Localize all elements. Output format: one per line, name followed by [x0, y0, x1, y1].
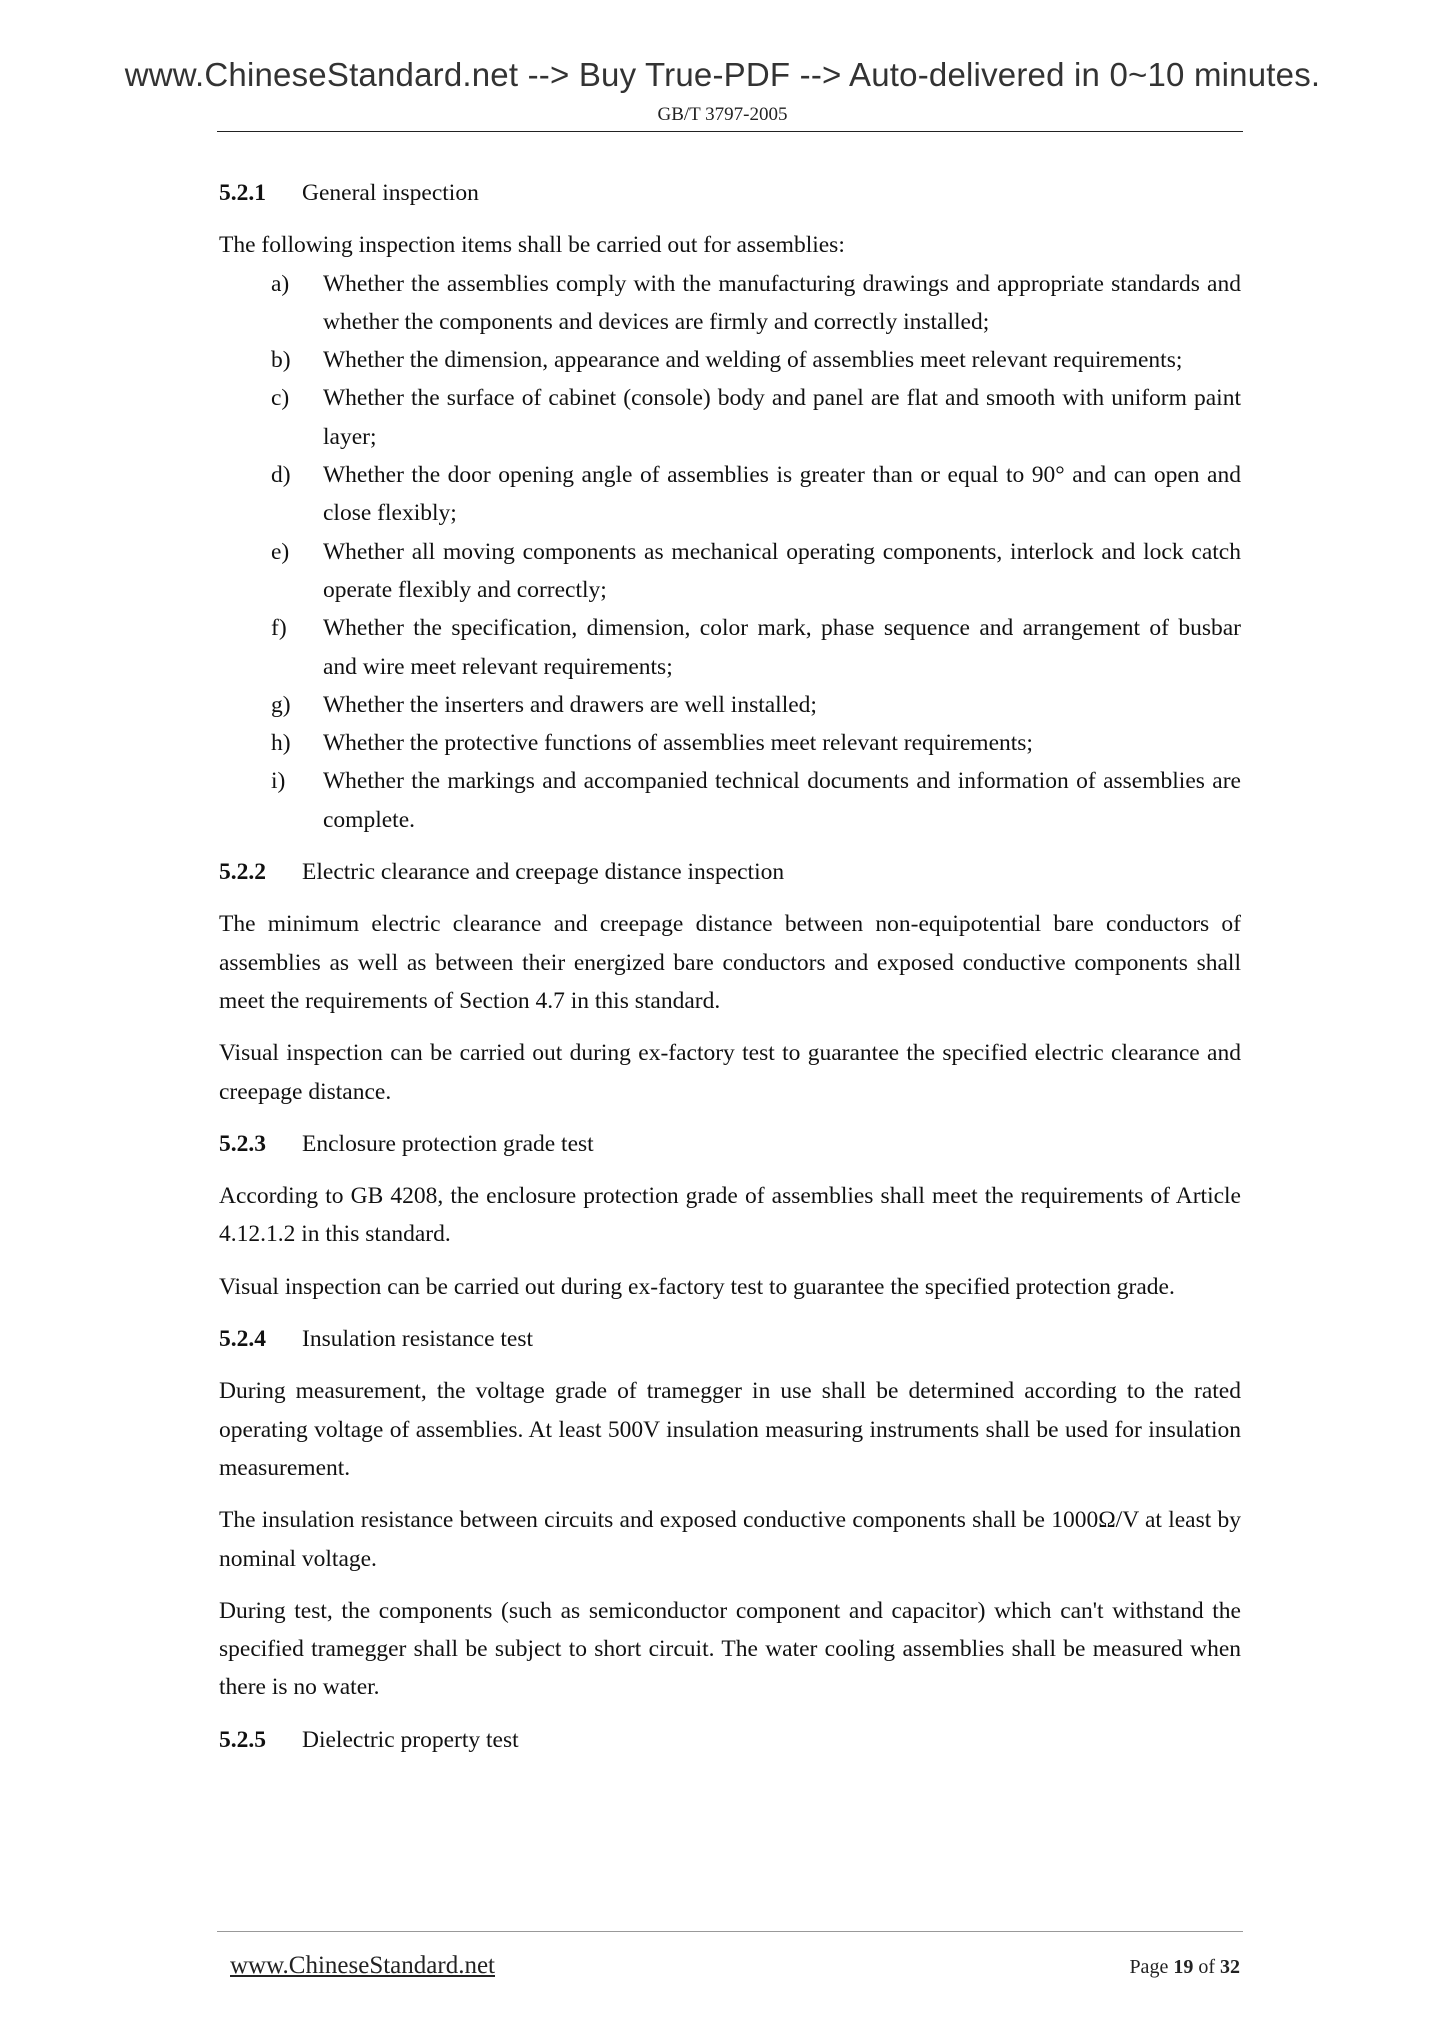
section-number: 5.2.3 [219, 1130, 266, 1157]
list-item [271, 265, 1241, 342]
section-number: 5.2.5 [219, 1726, 266, 1753]
total-pages: 32 [1220, 1956, 1240, 1978]
footer-divider [217, 1931, 1243, 1932]
list-marker: h) [271, 730, 291, 757]
list-marker: b) [271, 347, 291, 374]
list-item-text: Whether the inserters and drawers are well installed; [323, 691, 817, 718]
section-heading-5-2-4 [219, 1320, 1241, 1358]
list-marker: c) [271, 385, 290, 412]
list-item [271, 533, 1241, 610]
list-item-text: Whether the surface of cabinet (console) body and panel are flat and smooth with uniform paint layer; [323, 385, 1241, 450]
list-item [271, 456, 1241, 533]
site-banner: www.ChineseStandard.net --> Buy True-PDF --> Auto-delivered in 0~10 minutes. [124, 56, 1321, 93]
section-number: 5.2.1 [219, 180, 266, 206]
current-page: 19 [1173, 1956, 1194, 1978]
paragraph: Visual inspection can be carried out during ex-factory test to guarantee the specified electric clearance and creepage distance. [219, 1040, 1241, 1105]
paragraph: According to GB 4208, the enclosure protection grade of assemblies shall meet the requirements of Article 4.12.1.2 in this standard. [219, 1183, 1241, 1248]
section-heading-5-2-1 [219, 174, 1241, 212]
list-item [271, 686, 1241, 724]
list-item [271, 724, 1241, 762]
page-of-label: of [1198, 1956, 1215, 1978]
section-title: Dielectric property test [302, 1726, 519, 1753]
list-item-text: Whether the dimension, appearance and welding of assemblies meet relevant requirements; [323, 347, 1183, 374]
paragraph: Visual inspection can be carried out during ex-factory test to guarantee the specified protection grade. [219, 1273, 1175, 1300]
list-item [271, 379, 1241, 456]
paragraph: During test, the components (such as semiconductor component and capacitor) which can't withstand the specified tramegger shall be subject to short circuit. The water cooling assemblies shall be measured when there is no water. [219, 1597, 1241, 1701]
header-divider [217, 131, 1243, 132]
list-item [271, 762, 1241, 839]
list-marker: f) [271, 615, 287, 642]
list-item [271, 609, 1241, 686]
paragraph: The following inspection items shall be carried out for assemblies: [219, 232, 845, 259]
list-marker: i) [271, 768, 286, 795]
section-number: 5.2.2 [219, 859, 266, 886]
section-title: Electric clearance and creepage distance inspection [302, 859, 785, 886]
section-heading-5-2-5 [219, 1721, 1241, 1759]
list-marker: e) [271, 538, 290, 565]
page-label: Page [1129, 1956, 1169, 1978]
list-item-text: Whether the markings and accompanied technical documents and information of assemblies are complete. [323, 768, 1241, 833]
section-number: 5.2.4 [219, 1326, 266, 1353]
list-item-text: Whether the assemblies comply with the manufacturing drawings and appropriate standards and whether the components and devices are firmly and correctly installed; [323, 270, 1241, 335]
section-heading-5-2-3 [219, 1125, 1241, 1163]
section-title: Insulation resistance test [302, 1326, 534, 1353]
list-item-text: Whether the specification, dimension, color mark, phase sequence and arrangement of busbar and wire meet relevant requirements; [323, 615, 1241, 680]
footer-site-link[interactable]: www.ChineseStandard.net [230, 1952, 495, 1979]
list-marker: g) [271, 691, 291, 718]
list-item-text: Whether the door opening angle of assemblies is greater than or equal to 90° and can open and close flexibly; [323, 462, 1241, 527]
list-marker: d) [271, 462, 291, 489]
inspection-items-list [219, 265, 1241, 839]
list-item-text: Whether all moving components as mechanical operating components, interlock and lock catch operate flexibly and correctly; [323, 538, 1241, 603]
list-item-text: Whether the protective functions of assemblies meet relevant requirements; [323, 730, 1033, 757]
document-body [219, 174, 1241, 1773]
paragraph: During measurement, the voltage grade of tramegger in use shall be determined according to the rated operating voltage of assemblies. At least 500V insulation measuring instruments shall be used for insulation measurement. [219, 1378, 1241, 1481]
standard-number: GB/T 3797-2005 [657, 104, 788, 125]
paragraph: The minimum electric clearance and creepage distance between non-equipotential bare conductors of assemblies as well as between their energized bare conductors and exposed conductive components shall meet the requirements of Section 4.7 in this standard. [219, 911, 1241, 1014]
page-indicator [1129, 1956, 1240, 1979]
section-heading-5-2-2 [219, 853, 1241, 891]
list-item [271, 341, 1241, 379]
section-title: General inspection [302, 180, 479, 206]
paragraph: The insulation resistance between circuits and exposed conductive components shall be 1000Ω/V at least by nominal voltage. [219, 1507, 1241, 1572]
section-title: Enclosure protection grade test [302, 1130, 594, 1157]
list-marker: a) [271, 270, 290, 297]
